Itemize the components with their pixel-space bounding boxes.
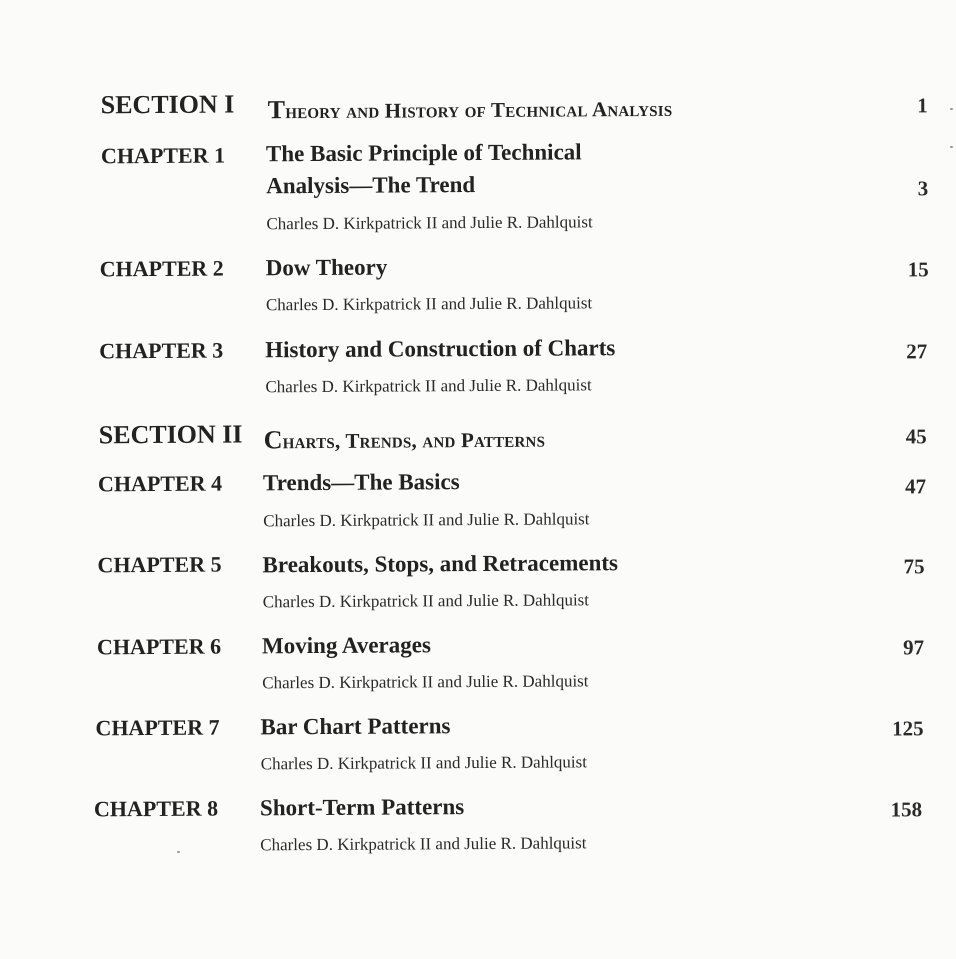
chapter-label: CHAPTER 6 <box>96 633 222 660</box>
chapter-page-number: 75 <box>903 554 925 579</box>
chapter-label: CHAPTER 1 <box>100 142 226 169</box>
scan-speck <box>177 851 180 853</box>
chapter-title: History and Construction of Charts <box>265 335 616 363</box>
chapter-author: Charles D. Kirkpatrick II and Julie R. Dahlquist <box>266 212 593 234</box>
chapter-label: CHAPTER 8 <box>93 795 219 822</box>
chapter-author: Charles D. Kirkpatrick II and Julie R. Dahlquist <box>263 509 590 531</box>
chapter-title: Dow Theory <box>265 254 388 281</box>
chapter-author: Charles D. Kirkpatrick II and Julie R. Dahlquist <box>260 752 588 774</box>
chapter-title-line-2: Analysis—The Trend <box>266 172 476 199</box>
scan-speck <box>950 108 953 110</box>
section-title: Theory and History of Technical Analysis <box>267 95 673 125</box>
chapter-page-number: 27 <box>906 339 928 364</box>
section-page-number: 1 <box>917 93 928 118</box>
chapter-label: CHAPTER 7 <box>95 714 220 741</box>
chapter-title: Breakouts, Stops, and Retracements <box>262 550 619 578</box>
chapter-author: Charles D. Kirkpatrick II and Julie R. Dahlquist <box>260 833 587 855</box>
section-page-number: 45 <box>905 424 927 449</box>
chapter-author: Charles D. Kirkpatrick II and Julie R. Dahlquist <box>262 671 589 693</box>
chapter-title: Short-Term Patterns <box>259 794 465 821</box>
section-title: Charts, Trends, and Patterns <box>263 425 546 455</box>
chapter-page-number: 47 <box>904 474 927 499</box>
chapter-author: Charles D. Kirkpatrick II and Julie R. Dahlquist <box>265 293 593 315</box>
toc-section-1[interactable] <box>0 0 953 125</box>
chapter-label: CHAPTER 2 <box>99 255 224 282</box>
chapter-page-number: 125 <box>891 716 924 741</box>
chapter-label: CHAPTER 4 <box>97 470 223 497</box>
chapter-label: CHAPTER 5 <box>97 551 222 578</box>
chapter-page-number: 3 <box>917 176 929 201</box>
chapter-page-number: 158 <box>890 797 923 822</box>
chapter-page-number: 15 <box>907 257 929 282</box>
chapter-author: Charles D. Kirkpatrick II and Julie R. Dahlquist <box>265 375 592 397</box>
chapter-label: CHAPTER 3 <box>99 337 224 364</box>
chapter-author: Charles D. Kirkpatrick II and Julie R. Dahlquist <box>262 590 590 612</box>
chapter-title: Bar Chart Patterns <box>260 713 451 740</box>
section-label: SECTION I <box>100 89 235 120</box>
chapter-page-number: 97 <box>902 635 925 660</box>
chapter-title: Moving Averages <box>261 632 431 659</box>
section-label: SECTION II <box>98 419 243 450</box>
scan-speck <box>950 146 953 148</box>
chapter-title-line-1: The Basic Principle of Technical <box>265 139 582 167</box>
chapter-title: Trends—The Basics <box>262 469 460 496</box>
